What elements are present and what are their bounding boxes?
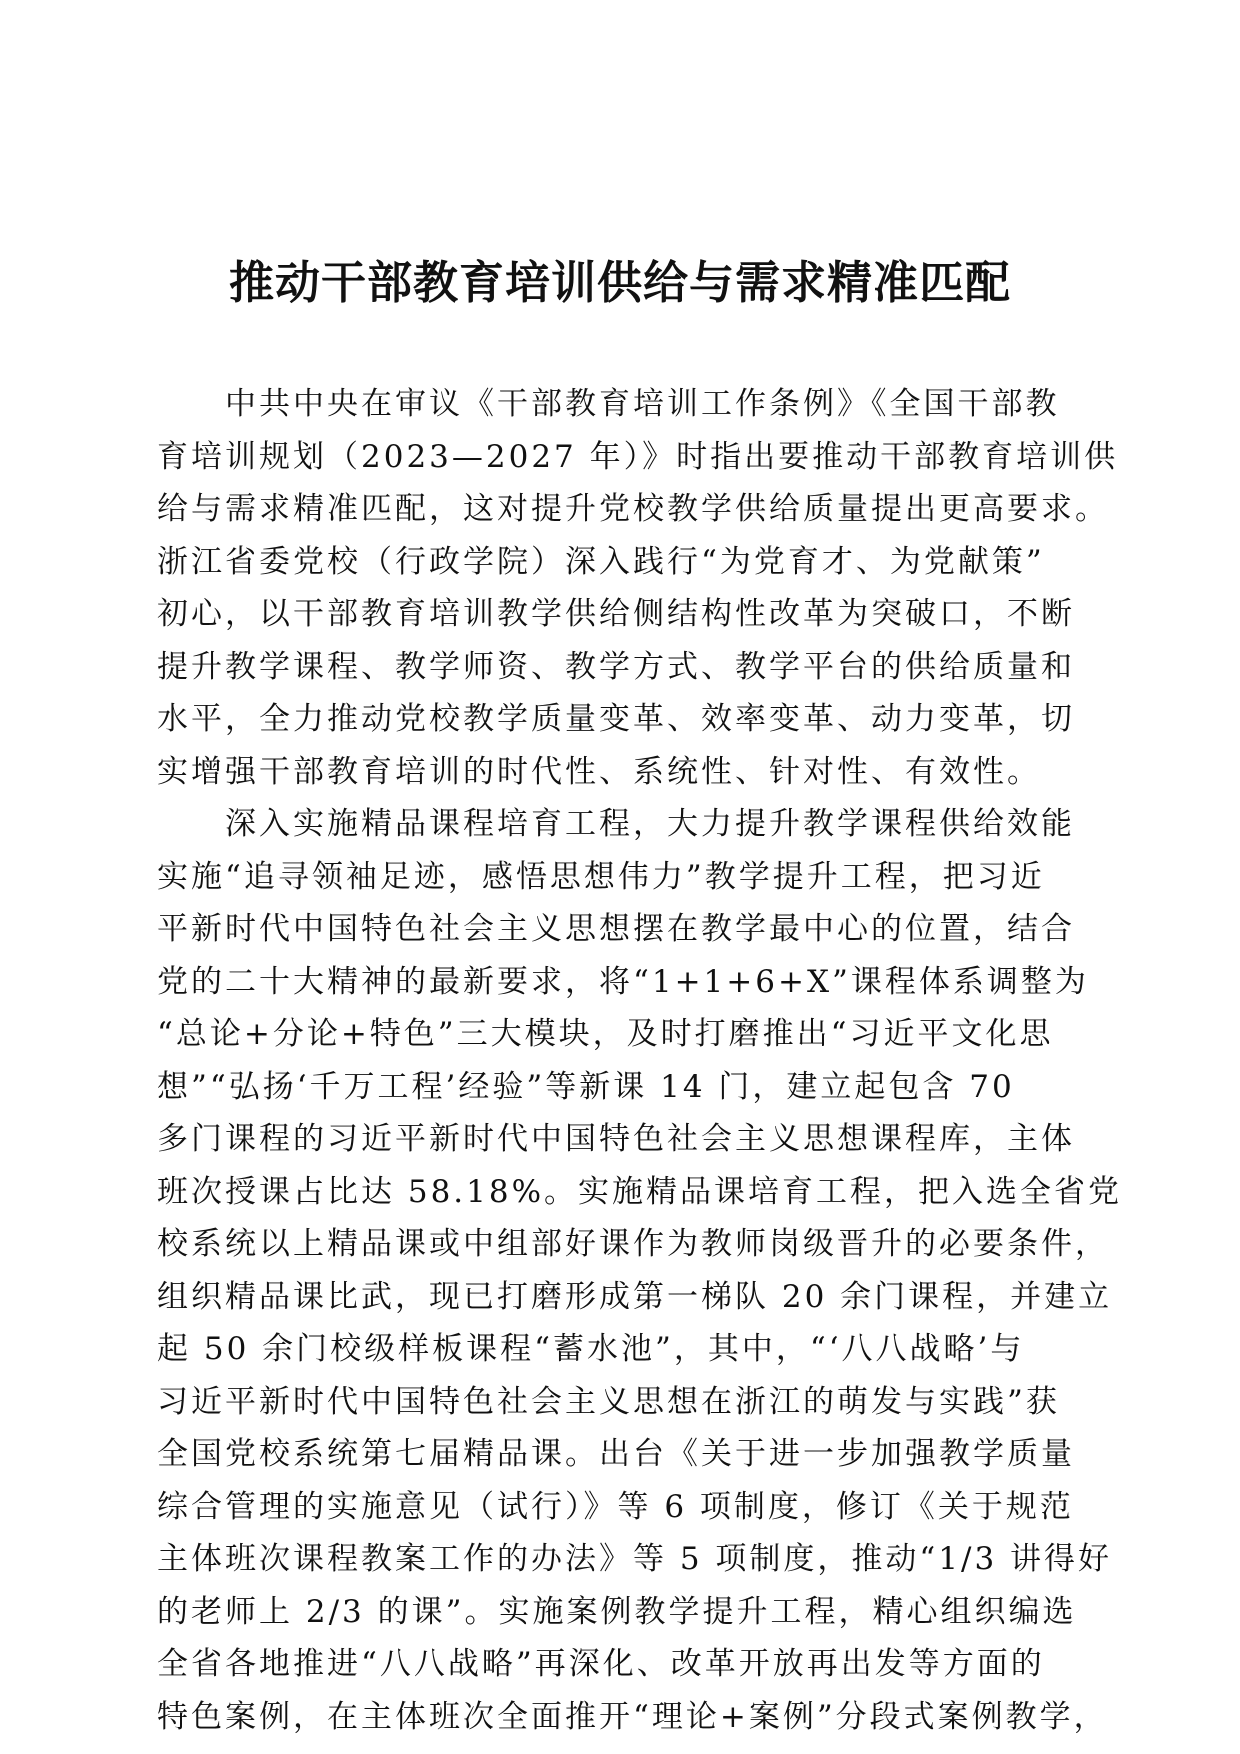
- text-line: 给与需求精准匹配，这对提升党校教学供给质量提出更高要求。: [157, 491, 1109, 527]
- text-line: 党的二十大精神的最新要求，将“1+1+6+X”课程体系调整为: [157, 963, 1089, 1000]
- document-title: 推动干部教育培训供给与需求精准匹配: [228, 256, 1011, 309]
- text-line: 浙江省委党校（行政学院）深入践行“为党育才、为党献策”: [157, 543, 1045, 580]
- text-line: 校系统以上精品课或中组部好课作为教师岗级晋升的必要条件，: [157, 1226, 1109, 1262]
- text-line: 想”“弘扬‘千万工程’经验”等新课 14 门，建立起包含 70: [157, 1068, 1015, 1105]
- text-line: 起 50 余门校级样板课程“蓄水池”，其中，“‘八八战略’与: [157, 1331, 1025, 1367]
- text-line: 特色案例，在主体班次全面推开“理论+案例”分段式案例教学，: [157, 1698, 1108, 1735]
- text-line: 提升教学课程、教学师资、教学方式、教学平台的供给质量和: [157, 648, 1075, 685]
- text-line: 深入实施精品课程培育工程，大力提升教学课程供给效能: [225, 806, 1075, 842]
- text-line: 班次授课占比达 58.18%。实施精品课培育工程，把入选全省党: [157, 1173, 1123, 1210]
- text-line: 实施“追寻领袖足迹，感悟思想伟力”教学提升工程，把习近: [157, 858, 1045, 895]
- text-line: 组织精品课比武，现已打磨形成第一梯队 20 余门课程，并建立: [157, 1278, 1113, 1315]
- text-line: “总论+分论+特色”三大模块，及时打磨推出“习近平文化思: [157, 1016, 1054, 1052]
- text-line: 中共中央在审议《干部教育培训工作条例》《全国干部教: [225, 386, 1060, 422]
- text-line: 综合管理的实施意见（试行）》等 6 项制度，修订《关于规范: [157, 1488, 1074, 1525]
- text-line: 全国党校系统第七届精品课。出台《关于进一步加强教学质量: [157, 1436, 1075, 1472]
- text-line: 平新时代中国特色社会主义思想摆在教学最中心的位置，结合: [157, 911, 1075, 947]
- text-line: 育培训规划（2023—2027 年）》时指出要推动干部教育培训供: [157, 438, 1119, 475]
- document-body: [157, 378, 1123, 1743]
- text-line: 习近平新时代中国特色社会主义思想在浙江的萌发与实践”获: [157, 1383, 1060, 1420]
- text-line: 初心，以干部教育培训教学供给侧结构性改革为突破口，不断: [157, 596, 1075, 632]
- text-line: 实增强干部教育培训的时代性、系统性、针对性、有效性。: [157, 753, 1041, 790]
- text-line: 水平，全力推动党校教学质量变革、效率变革、动力变革，切: [157, 701, 1075, 737]
- text-line: 主体班次课程教案工作的办法》等 5 项制度，推动“1/3 讲得好: [157, 1541, 1113, 1577]
- text-line: 多门课程的习近平新时代中国特色社会主义思想课程库，主体: [157, 1121, 1075, 1157]
- paragraph-2: [157, 798, 1123, 1743]
- text-line: 的老师上 2/3 的课”。实施案例教学提升工程，精心组织编选: [157, 1593, 1077, 1630]
- paragraph-1: [157, 378, 1119, 798]
- text-line: 全省各地推进“八八战略”再深化、改革开放再出发等方面的: [157, 1646, 1045, 1682]
